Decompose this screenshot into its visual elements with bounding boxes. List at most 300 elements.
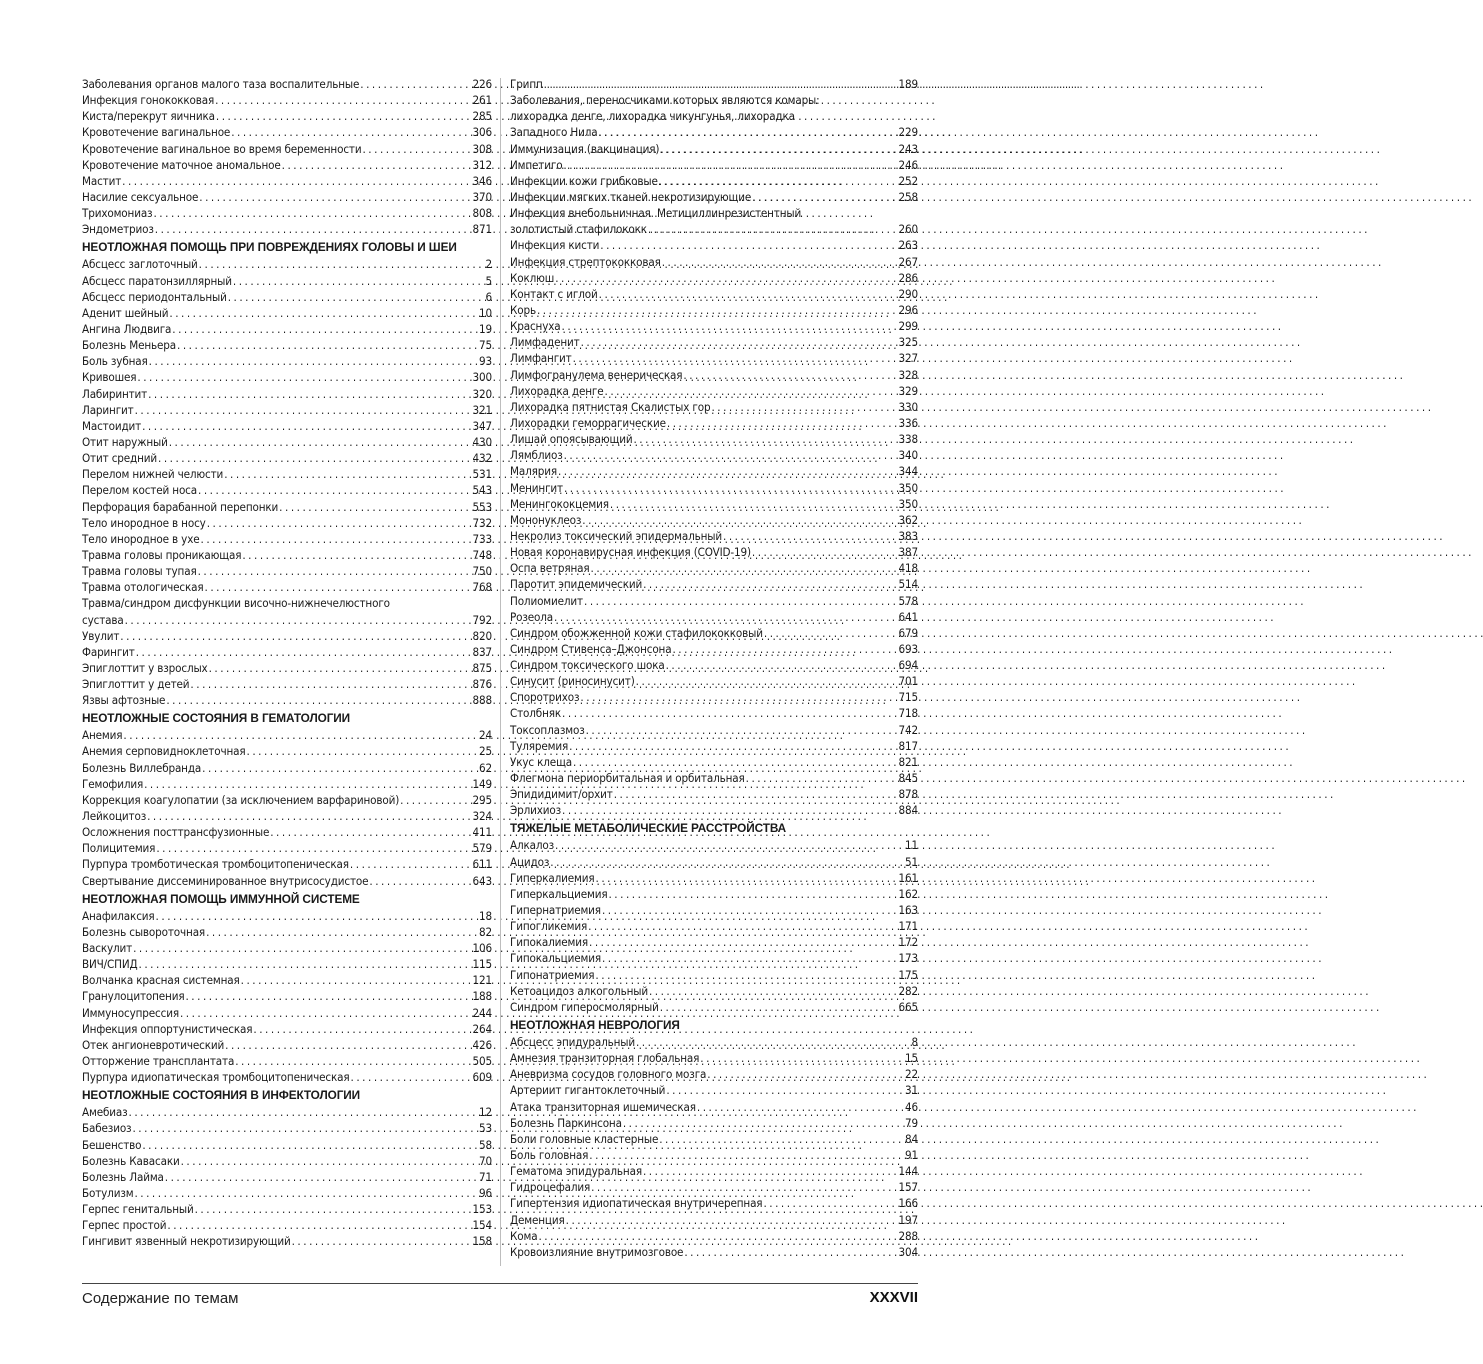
toc-entry[interactable] — [82, 205, 492, 221]
dot-leader — [610, 496, 898, 512]
toc-entry[interactable] — [510, 837, 918, 853]
dot-leader — [198, 563, 472, 579]
toc-entry[interactable] — [82, 1137, 492, 1153]
toc-entry[interactable] — [510, 609, 918, 625]
toc-entry[interactable] — [510, 254, 918, 270]
toc-entry[interactable] — [510, 1082, 918, 1098]
toc-entry-title: Трихомониаз — [82, 206, 153, 221]
toc-entry-page: 362 — [898, 512, 918, 527]
toc-entry[interactable] — [82, 1053, 492, 1069]
dot-leader — [562, 705, 897, 721]
dot-leader — [684, 1244, 897, 1260]
toc-entry[interactable] — [82, 676, 492, 692]
toc-entry[interactable] — [82, 531, 492, 547]
dot-leader — [648, 221, 898, 237]
toc-entry-page: 383 — [898, 528, 918, 543]
dot-leader — [623, 1115, 904, 1131]
toc-entry[interactable] — [82, 873, 492, 889]
toc-entry-page: 299 — [898, 319, 918, 334]
dot-leader — [216, 108, 472, 124]
dot-leader — [633, 431, 897, 447]
dot-leader — [558, 463, 898, 479]
toc-entry-page: 51 — [905, 854, 918, 869]
toc-entry-page: 144 — [898, 1164, 918, 1179]
toc-entry[interactable] — [510, 983, 918, 999]
toc-entry[interactable] — [510, 738, 918, 754]
toc-entry[interactable] — [510, 786, 918, 802]
toc-entry[interactable] — [82, 628, 492, 644]
dot-leader — [350, 856, 472, 872]
toc-entry-page: 329 — [898, 383, 918, 398]
toc-entry-title: Западного Нила — [510, 125, 598, 140]
toc-entry-page: 175 — [898, 967, 918, 982]
toc-entry[interactable] — [82, 792, 492, 808]
toc-entry[interactable] — [510, 399, 918, 415]
toc-entry[interactable] — [510, 1050, 918, 1066]
toc-entry-page: 96 — [479, 1186, 492, 1200]
toc-entry[interactable] — [510, 367, 918, 383]
toc-entry-page: 312 — [472, 157, 492, 172]
toc-entry-page: 153 — [472, 1202, 492, 1217]
toc-entry-page: 350 — [898, 480, 918, 495]
toc-entry-page: 324 — [472, 809, 492, 824]
dot-leader — [195, 1201, 472, 1217]
dot-leader — [595, 967, 897, 983]
dot-leader — [144, 776, 471, 792]
toc-entry-page: 306 — [472, 125, 492, 140]
toc-entry-page: 328 — [898, 367, 918, 382]
toc-entry-page: 820 — [472, 628, 492, 643]
toc-entry[interactable] — [82, 988, 492, 1004]
toc-entry[interactable] — [510, 173, 918, 189]
dot-leader — [177, 337, 478, 353]
toc-entry-title: Корь — [510, 302, 536, 317]
toc-entry-page: 260 — [898, 222, 918, 237]
toc-entry[interactable] — [82, 1233, 492, 1249]
toc-entry-page: 845 — [898, 771, 918, 786]
toc-entry[interactable] — [510, 886, 918, 902]
toc-entry[interactable] — [510, 1131, 918, 1147]
toc-entry-page: 263 — [898, 238, 918, 253]
toc-entry[interactable] — [510, 350, 918, 366]
toc-entry[interactable] — [510, 902, 918, 918]
toc-entry-title: Инфекции мягких тканей некротизирующие — [510, 189, 752, 204]
toc-entry[interactable] — [82, 76, 492, 92]
toc-entry[interactable] — [510, 463, 918, 479]
toc-entry[interactable] — [510, 854, 918, 870]
toc-entry[interactable] — [82, 321, 492, 337]
toc-entry-page: 106 — [472, 941, 492, 956]
dot-leader — [205, 579, 472, 595]
dot-leader — [711, 399, 897, 415]
dot-leader — [202, 760, 478, 776]
dot-leader — [158, 450, 472, 466]
toc-entry[interactable] — [82, 940, 492, 956]
dot-leader — [683, 367, 897, 383]
toc-entry-title: Гипонатриемия — [510, 967, 595, 982]
toc-entry-page: 543 — [472, 483, 492, 498]
toc-entry[interactable] — [82, 1037, 492, 1053]
toc-entry[interactable] — [510, 318, 918, 334]
toc-entry[interactable] — [510, 480, 918, 496]
toc-entry[interactable] — [510, 415, 918, 431]
toc-entry-title: Деменция — [510, 1212, 565, 1227]
toc-entry-page: 426 — [472, 1037, 492, 1052]
toc-entry-title: Абсцесс периодонтальный — [82, 289, 227, 304]
toc-entry[interactable] — [510, 141, 918, 157]
dot-leader — [125, 612, 472, 628]
toc-entry-page: 350 — [898, 496, 918, 511]
toc-entry-page: 264 — [472, 1021, 492, 1036]
toc-entry[interactable] — [510, 157, 918, 173]
toc-entry[interactable] — [82, 369, 492, 385]
toc-entry-page: 665 — [898, 999, 918, 1014]
toc-entry-title: Импетиго — [510, 157, 563, 172]
toc-entry[interactable] — [510, 1244, 918, 1260]
toc-entry[interactable] — [510, 124, 918, 140]
toc-entry[interactable] — [82, 418, 492, 434]
toc-entry-title: Синусит (риносинусит) — [510, 674, 635, 689]
toc-entry[interactable] — [82, 515, 492, 531]
toc-entry[interactable] — [510, 221, 918, 237]
dot-leader — [122, 173, 471, 189]
dot-leader — [554, 609, 898, 625]
toc-entry-page: 157 — [898, 1180, 918, 1195]
toc-entry[interactable] — [82, 644, 492, 660]
toc-entry[interactable] — [510, 770, 918, 786]
toc-entry-title: Гипернатриемия — [510, 903, 601, 918]
toc-entry[interactable] — [82, 547, 492, 563]
toc-entry[interactable] — [510, 431, 918, 447]
dot-leader — [591, 560, 898, 576]
toc-entry[interactable] — [510, 673, 918, 689]
toc-entry[interactable] — [510, 544, 918, 560]
toc-entry-title: Эпиглоттит у взрослых — [82, 660, 208, 675]
toc-entry-page: 197 — [898, 1212, 918, 1227]
toc-entry[interactable] — [82, 434, 492, 450]
toc-entry[interactable] — [82, 189, 492, 205]
dot-leader — [279, 499, 471, 515]
toc-entry-page: 282 — [898, 983, 918, 998]
dot-leader — [120, 628, 471, 644]
toc-entry[interactable] — [510, 1179, 918, 1195]
toc-entry[interactable] — [82, 124, 492, 140]
toc-entry-title: сустава — [82, 612, 124, 627]
toc-entry-page: 579 — [472, 841, 492, 856]
toc-entry[interactable] — [82, 450, 492, 466]
dot-leader — [190, 676, 471, 692]
toc-entry[interactable] — [82, 173, 492, 189]
toc-entry[interactable] — [82, 840, 492, 856]
dot-leader — [153, 205, 471, 221]
dot-leader — [614, 786, 898, 802]
toc-entry[interactable] — [510, 1228, 918, 1244]
toc-entry[interactable] — [510, 722, 918, 738]
toc-entry[interactable] — [510, 576, 918, 592]
toc-entry-title: Амнезия транзиторная глобальная — [510, 1051, 700, 1066]
dot-leader — [199, 189, 471, 205]
toc-entry[interactable] — [82, 499, 492, 515]
toc-entry[interactable] — [510, 625, 918, 641]
toc-entry[interactable] — [82, 1005, 492, 1021]
toc-entry[interactable] — [82, 692, 492, 708]
toc-entry-title: Перелом нижней челюсти — [82, 467, 224, 482]
toc-entry-continued: Заболевания, переносчиками которых являются комары: — [510, 93, 820, 108]
dot-leader — [672, 641, 897, 657]
toc-entry[interactable] — [82, 1185, 492, 1201]
toc-entry[interactable] — [510, 934, 918, 950]
toc-entry-page: 163 — [898, 903, 918, 918]
toc-entry-title: Боль зубная — [82, 354, 148, 369]
toc-entry[interactable] — [510, 967, 918, 983]
toc-entry[interactable] — [82, 305, 492, 321]
dot-leader — [137, 369, 471, 385]
toc-entry[interactable] — [510, 237, 918, 253]
toc-entry-title: Абсцесс эпидуральный — [510, 1035, 635, 1050]
toc-entry[interactable] — [510, 1147, 918, 1163]
toc-entry-title: Синдром обожженной кожи стафилококковый — [510, 625, 763, 640]
toc-entry-page: 267 — [898, 254, 918, 269]
toc-entry-page: 18 — [479, 908, 492, 923]
toc-entry-title: Абсцесс паратонзиллярный — [82, 273, 232, 288]
toc-entry[interactable] — [510, 705, 918, 721]
toc-entry-page: 75 — [479, 338, 492, 353]
toc-entry[interactable] — [510, 189, 918, 205]
toc-entry-page: 15 — [905, 1051, 918, 1066]
toc-entry[interactable] — [82, 157, 492, 173]
dot-leader — [233, 273, 485, 289]
toc-entry-page: 295 — [472, 792, 492, 807]
toc-entry-page: 11 — [905, 838, 918, 853]
toc-entry[interactable] — [82, 612, 492, 628]
dot-leader — [659, 1131, 904, 1147]
toc-entry[interactable] — [510, 689, 918, 705]
toc-entry-page: 285 — [472, 109, 492, 124]
toc-entry-title: Волчанка красная системная — [82, 973, 240, 988]
toc-entry[interactable] — [510, 383, 918, 399]
toc-entry[interactable] — [510, 270, 918, 286]
toc-entry-page: 679 — [898, 625, 918, 640]
toc-entry-page: 611 — [472, 857, 492, 872]
dot-leader — [215, 92, 471, 108]
toc-entry-title: Паротит эпидемический — [510, 577, 643, 592]
toc-entry-page: 304 — [898, 1244, 918, 1259]
toc-entry[interactable] — [82, 743, 492, 759]
toc-entry[interactable] — [82, 808, 492, 824]
dot-leader — [224, 466, 471, 482]
toc-entry-title: Грипп — [510, 77, 543, 91]
toc-entry-title: Ангина Людвига — [82, 321, 172, 336]
toc-entry[interactable] — [510, 496, 918, 512]
dot-leader — [667, 415, 898, 431]
dot-leader — [165, 1169, 478, 1185]
toc-entry[interactable] — [82, 956, 492, 972]
toc-entry[interactable] — [82, 1069, 492, 1085]
toc-entry-title: Отит средний — [82, 451, 158, 466]
toc-entry-page: 79 — [905, 1115, 918, 1130]
toc-entry[interactable] — [510, 302, 918, 318]
toc-entry-page: 300 — [472, 370, 492, 385]
dot-leader — [563, 157, 897, 173]
toc-entry[interactable] — [82, 972, 492, 988]
toc-entry-title: Тело инородное в носу — [82, 515, 206, 530]
toc-entry[interactable] — [82, 1120, 492, 1136]
toc-entry[interactable] — [510, 918, 918, 934]
toc-entry-title: Алкалоз — [510, 838, 555, 853]
toc-entry[interactable] — [82, 466, 492, 482]
toc-entry[interactable] — [82, 402, 492, 418]
toc-entry-title: Столбняк — [510, 706, 562, 721]
toc-entry[interactable] — [510, 950, 918, 966]
toc-entry-title: Перфорация барабанной перепонки — [82, 499, 279, 514]
dot-leader — [649, 983, 898, 999]
toc-entry-title: Лихорадка денге — [510, 383, 604, 398]
toc-entry-title: Лимфангит — [510, 351, 572, 366]
toc-entry[interactable] — [82, 760, 492, 776]
dot-leader — [763, 1195, 897, 1211]
toc-entry-title: Полиомиелит — [510, 593, 583, 608]
toc-entry[interactable] — [82, 141, 492, 157]
toc-entry[interactable] — [510, 1034, 918, 1050]
toc-entry-title: Гингивит язвенный некротизирующий — [82, 1234, 291, 1249]
toc-entry-page: 244 — [472, 1005, 492, 1020]
page-number: XXXVII — [869, 1289, 918, 1306]
toc-entry[interactable] — [82, 579, 492, 595]
toc-entry[interactable] — [82, 482, 492, 498]
toc-entry-title: Кома — [510, 1228, 538, 1243]
toc-entry-title: Анемия серповидноклеточная — [82, 744, 246, 759]
toc-entry[interactable] — [510, 870, 918, 886]
toc-entry-page: 320 — [472, 386, 492, 401]
toc-entry-title: Кровотечение вагинальное — [82, 125, 231, 140]
toc-entry-page: 58 — [479, 1137, 492, 1152]
toc-entry[interactable] — [82, 1169, 492, 1185]
toc-entry[interactable] — [510, 1099, 918, 1115]
dot-leader — [544, 76, 898, 92]
dot-leader — [636, 673, 898, 689]
dot-leader — [360, 76, 471, 92]
toc-entry[interactable] — [82, 108, 492, 124]
toc-entry[interactable] — [82, 727, 492, 743]
toc-entry-title: Отторжение трансплантата — [82, 1054, 235, 1069]
toc-entry[interactable] — [510, 754, 918, 770]
toc-entry-title: Коррекция коагулопатии (за исключением варфариновой) — [82, 792, 400, 807]
toc-entry-title: Гипертензия идиопатическая внутричерепная — [510, 1196, 763, 1211]
toc-entry[interactable] — [510, 641, 918, 657]
toc-entry[interactable] — [82, 1217, 492, 1233]
toc-entry[interactable] — [510, 334, 918, 350]
toc-entry[interactable] — [510, 76, 918, 92]
toc-entry-page: 330 — [898, 399, 918, 414]
toc-entry[interactable] — [82, 289, 492, 305]
toc-entry[interactable] — [82, 924, 492, 940]
toc-entry-title: Лейкоцитоз — [82, 809, 147, 824]
toc-entry[interactable] — [82, 273, 492, 289]
dot-leader — [156, 908, 478, 924]
toc-entry-continued: Травма/синдром дисфункции височно-нижнечелюстного — [82, 596, 390, 611]
dot-leader — [598, 124, 897, 140]
dot-leader — [369, 873, 471, 889]
toc-entry[interactable] — [82, 337, 492, 353]
toc-entry[interactable] — [82, 1153, 492, 1169]
toc-entry[interactable] — [82, 386, 492, 402]
toc-entry[interactable] — [510, 1115, 918, 1131]
toc-entry[interactable] — [82, 563, 492, 579]
toc-entry[interactable] — [82, 1021, 492, 1037]
toc-entry[interactable] — [82, 1104, 492, 1120]
toc-entry-title: Болезнь Виллебранда — [82, 760, 202, 775]
toc-entry-page: 290 — [898, 286, 918, 301]
toc-entry[interactable] — [82, 92, 492, 108]
toc-entry-page: 643 — [472, 873, 492, 888]
toc-entry[interactable] — [510, 1195, 918, 1211]
toc-entry[interactable] — [510, 528, 918, 544]
dot-leader — [643, 1163, 898, 1179]
toc-entry-title: Болезнь Паркинсона — [510, 1115, 622, 1130]
toc-entry[interactable] — [510, 657, 918, 673]
toc-entry[interactable] — [510, 447, 918, 463]
toc-entry[interactable] — [510, 999, 918, 1015]
dot-leader — [185, 988, 471, 1004]
toc-entry[interactable] — [82, 824, 492, 840]
toc-entry-page: 91 — [905, 1148, 918, 1162]
dot-leader — [139, 956, 472, 972]
toc-entry[interactable] — [82, 221, 492, 237]
toc-entry[interactable] — [510, 560, 918, 576]
toc-entry[interactable] — [510, 1066, 918, 1082]
toc-entry-page: 531 — [472, 467, 492, 482]
toc-entry[interactable] — [82, 256, 492, 272]
dot-leader — [134, 1185, 478, 1201]
dot-leader — [270, 824, 471, 840]
toc-entry-title: Травма головы проникающая — [82, 547, 242, 562]
toc-entry-title: Споротрихоз — [510, 690, 580, 705]
toc-entry[interactable] — [510, 512, 918, 528]
toc-entry-page: 875 — [472, 660, 492, 675]
toc-entry[interactable] — [82, 908, 492, 924]
toc-entry[interactable] — [82, 1201, 492, 1217]
toc-entry-title: Кривошея — [82, 370, 137, 385]
toc-entry-page: 876 — [472, 677, 492, 692]
toc-entry[interactable] — [510, 1212, 918, 1228]
dot-leader — [166, 692, 471, 708]
toc-entry-title: Инфекция стрептококковая — [510, 254, 661, 269]
toc-entry[interactable] — [510, 802, 918, 818]
toc-entry-continued: лихорадка денге, лихорадка чикунгунья, лихорадка — [510, 109, 795, 124]
toc-entry-title: Эрлихиоз — [510, 803, 562, 818]
toc-entry-title: Розеола — [510, 609, 554, 624]
toc-entry[interactable] — [82, 856, 492, 872]
toc-entry-page: 514 — [898, 577, 918, 592]
toc-entry[interactable] — [510, 1163, 918, 1179]
toc-entry[interactable] — [82, 660, 492, 676]
toc-entry-title: Инфекция кисти — [510, 238, 600, 253]
toc-entry[interactable] — [510, 286, 918, 302]
toc-entry-title: Язвы афтозные — [82, 693, 166, 708]
toc-entry-page: 641 — [898, 609, 918, 624]
dot-leader — [666, 1082, 904, 1098]
toc-entry-title: Иммуносупрессия — [82, 1005, 179, 1020]
dot-leader — [136, 644, 472, 660]
toc-entry-page: 888 — [472, 693, 492, 708]
toc-entry-title: Кетоацидоз алкогольный — [510, 983, 648, 998]
toc-entry[interactable] — [510, 593, 918, 609]
toc-entry-page: 347 — [472, 418, 492, 433]
toc-entry[interactable] — [82, 353, 492, 369]
dot-leader — [225, 1037, 471, 1053]
dot-leader — [723, 528, 898, 544]
toc-entry[interactable] — [82, 776, 492, 792]
